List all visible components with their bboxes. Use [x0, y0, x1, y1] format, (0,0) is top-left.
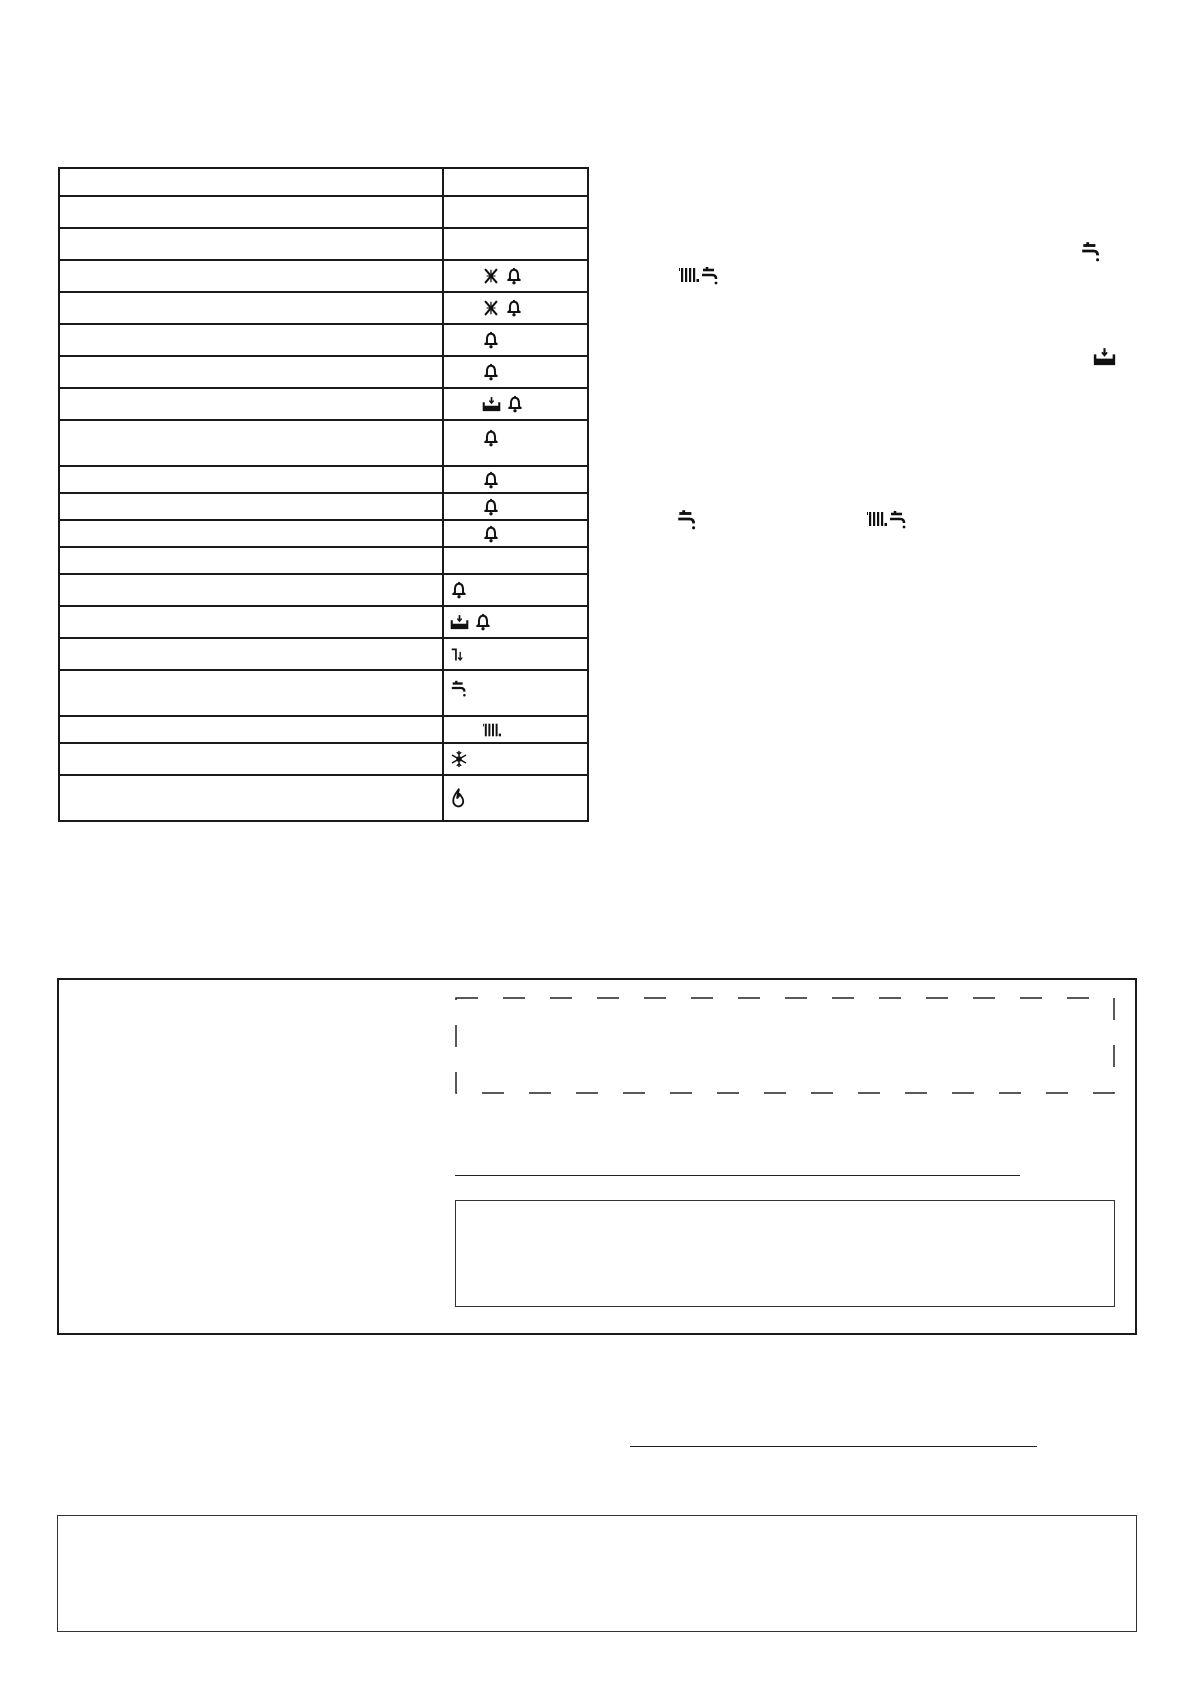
table-cell-description: [59, 356, 443, 388]
hot-water-tap-icon: [450, 679, 468, 697]
table-cell-symbol: [443, 547, 588, 574]
table-row: [59, 420, 588, 466]
table-cell-description: [59, 493, 443, 520]
table-row: [59, 638, 588, 670]
table-cell-description: [59, 638, 443, 670]
table-row: [59, 260, 588, 292]
bell-icon: [482, 498, 500, 516]
table-cell-symbol: [443, 638, 588, 670]
table-cell-description: [59, 574, 443, 606]
table-row: [59, 466, 588, 493]
table-row: [59, 775, 588, 821]
dashed-box: [455, 997, 1115, 1094]
bell-icon: [482, 525, 500, 543]
table-row: [59, 547, 588, 574]
table-row: [59, 743, 588, 775]
bottom-box: [57, 1515, 1137, 1632]
fan-fault-icon: [482, 299, 500, 317]
table-cell-symbol: [443, 670, 588, 716]
table-cell-description: [59, 743, 443, 775]
table-cell-description: [59, 670, 443, 716]
water-pressure-icon: [450, 613, 469, 631]
table-row: [59, 716, 588, 743]
bell-icon: [505, 267, 523, 285]
bell-icon: [482, 429, 500, 447]
table-cell-description: [59, 168, 443, 196]
table-cell-description: [59, 196, 443, 228]
table-row: [59, 574, 588, 606]
table-cell-description: [59, 606, 443, 638]
table-cell-symbol: [443, 775, 588, 821]
table-row: [59, 670, 588, 716]
hot-water-tap-icon: [888, 509, 908, 529]
table-cell-symbol: [443, 716, 588, 743]
horizontal-rule: [455, 1175, 1020, 1176]
radiator-icon: [866, 509, 888, 529]
hot-water-tap-icon: [676, 508, 698, 530]
table-cell-description: [59, 547, 443, 574]
table-row: [59, 493, 588, 520]
table-row: [59, 324, 588, 356]
table-cell-description: [59, 324, 443, 356]
hot-water-tap-icon: [1080, 240, 1102, 262]
table-cell-symbol: [443, 743, 588, 775]
inner-box: [455, 1200, 1115, 1307]
table-cell-description: [59, 292, 443, 324]
table-cell-description: [59, 716, 443, 743]
table-row: [59, 356, 588, 388]
flame-icon: [450, 788, 466, 808]
bell-icon: [505, 299, 523, 317]
table-cell-description: [59, 388, 443, 420]
table-cell-description: [59, 466, 443, 493]
table-cell-description: [59, 260, 443, 292]
table-cell-symbol: [443, 228, 588, 260]
bell-icon: [482, 363, 500, 381]
radiator-icon: [482, 721, 502, 739]
water-pressure-icon: [482, 395, 501, 413]
table-cell-description: [59, 775, 443, 821]
table-cell-symbol: [443, 356, 588, 388]
table-cell-symbol: [443, 493, 588, 520]
table-cell-description: [59, 228, 443, 260]
table-cell-symbol: [443, 292, 588, 324]
table-cell-symbol: [443, 520, 588, 547]
bell-icon: [450, 581, 468, 599]
table-cell-symbol: [443, 168, 588, 196]
table-cell-symbol: [443, 324, 588, 356]
hot-water-tap-icon: [700, 265, 720, 285]
snowflake-icon: [450, 750, 468, 768]
table-cell-symbol: [443, 574, 588, 606]
table-cell-symbol: [443, 606, 588, 638]
table-row: [59, 196, 588, 228]
bell-icon: [482, 471, 500, 489]
table-row: [59, 228, 588, 260]
table-cell-description: [59, 520, 443, 547]
bell-icon: [474, 613, 492, 631]
radiator-icon: [678, 265, 700, 285]
table-row: [59, 388, 588, 420]
table-row: [59, 520, 588, 547]
bell-icon: [506, 395, 524, 413]
signature-line: [630, 1446, 1037, 1447]
fan-fault-icon: [482, 267, 500, 285]
table-row: [59, 292, 588, 324]
water-pressure-icon: [1093, 346, 1116, 367]
table-cell-symbol: [443, 196, 588, 228]
table-cell-symbol: [443, 260, 588, 292]
status-table: [58, 167, 589, 822]
table-cell-description: [59, 420, 443, 466]
table-cell-symbol: [443, 466, 588, 493]
table-header-row: [59, 168, 588, 196]
table-cell-symbol: [443, 420, 588, 466]
table-row: [59, 606, 588, 638]
chimney-sweep-icon: [450, 646, 467, 663]
table-cell-symbol: [443, 388, 588, 420]
bell-icon: [482, 331, 500, 349]
